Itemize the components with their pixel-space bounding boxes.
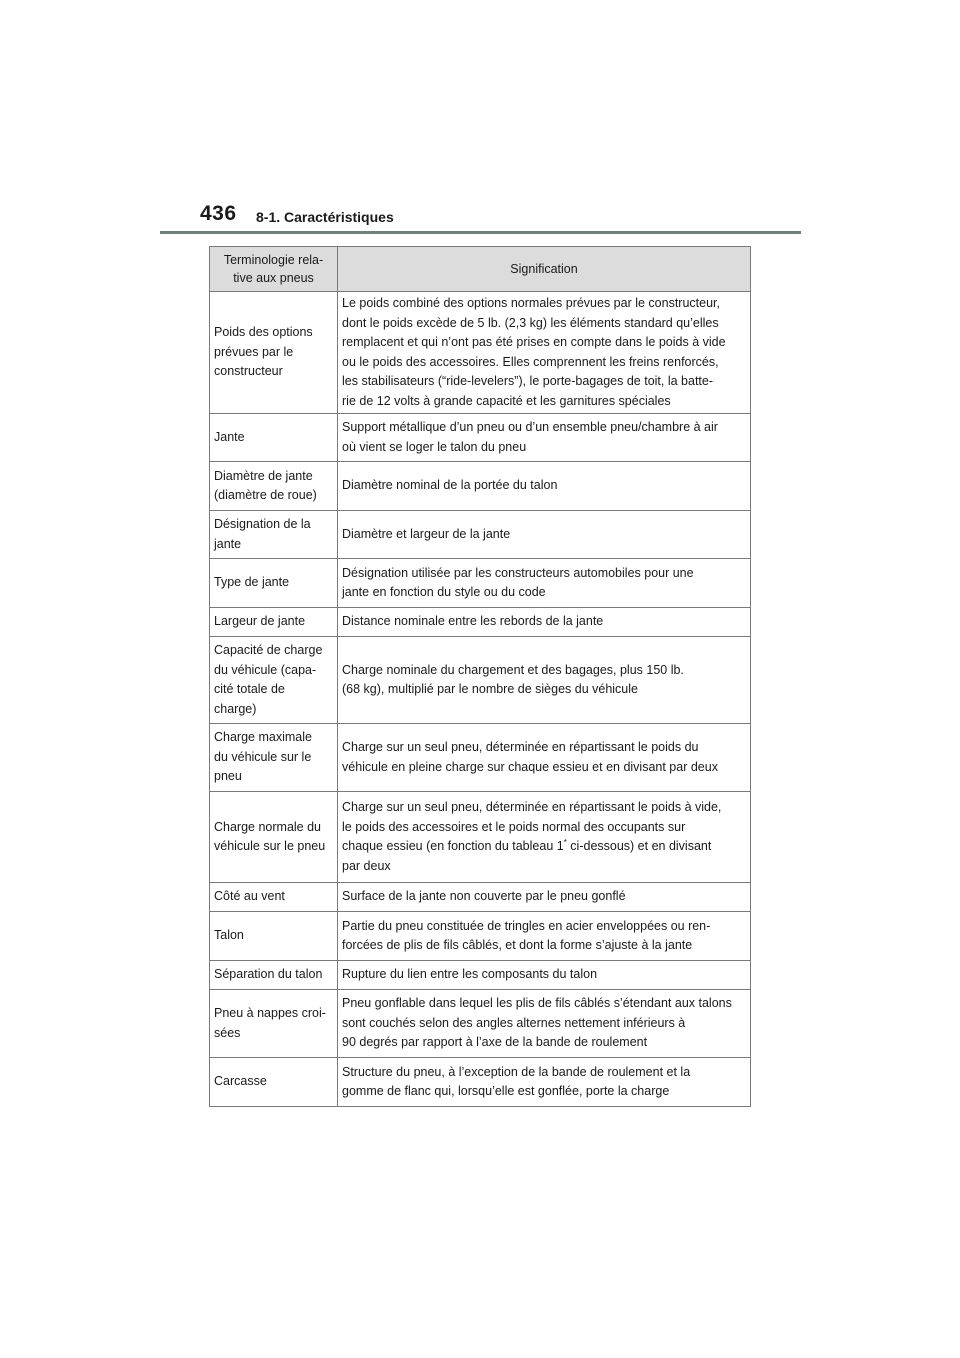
definition-cell: Partie du pneu constituée de tringles en acier enveloppées ou ren- forcées de plis de fils câblés, et dont la forme s’ajuste à la jante	[338, 912, 751, 961]
term-cell: Capacité de charge du véhicule (capa- cité totale de charge)	[210, 637, 338, 724]
table-row	[210, 961, 751, 990]
term-cell: Côté au vent	[210, 883, 338, 912]
definition-cell: Support métallique d’un pneu ou d’un ensemble pneu/chambre à air où vient se loger le talon du pneu	[338, 414, 751, 462]
definition-cell: Le poids combiné des options normales prévues par le constructeur, dont le poids excède de 5 lb. (2,3 kg) les éléments standard qu’elles remplacent et qui n’ont pas été prises en compte dans le poids à vide ou le poids des accessoires. Elles comprennent les freins renforcés, les stabilisateurs (“ride-levelers”), le porte-bagages de toit, la batte- rie de 12 volts à grande capacité et les garnitures spéciales	[338, 292, 751, 414]
term-cell: Charge maximale du véhicule sur le pneu	[210, 724, 338, 792]
table-row	[210, 637, 751, 724]
definition-cell: Rupture du lien entre les composants du talon	[338, 961, 751, 990]
term-cell: Séparation du talon	[210, 961, 338, 990]
definition-cell: Pneu gonflable dans lequel les plis de fils câblés s’étendant aux talons sont couchés selon des angles alternes nettement inférieurs à 90 degrés par rapport à l’axe de la bande de roulement	[338, 990, 751, 1058]
section-title: 8-1. Caractéristiques	[256, 209, 394, 225]
table-row	[210, 990, 751, 1058]
table-row	[210, 724, 751, 792]
table-row	[210, 414, 751, 462]
column-header-term: Terminologie rela- tive aux pneus	[210, 247, 338, 292]
table-row	[210, 511, 751, 559]
definition-cell: Diamètre et largeur de la jante	[338, 511, 751, 559]
term-cell: Désignation de la jante	[210, 511, 338, 559]
definition-cell: Désignation utilisée par les constructeurs automobiles pour une jante en fonction du style ou du code	[338, 559, 751, 608]
term-cell: Talon	[210, 912, 338, 961]
column-header-meaning: Signification	[338, 247, 751, 292]
term-cell: Carcasse	[210, 1058, 338, 1107]
table-row	[210, 462, 751, 511]
term-cell: Pneu à nappes croi- sées	[210, 990, 338, 1058]
table-row	[210, 883, 751, 912]
term-cell: Poids des options prévues par le constructeur	[210, 292, 338, 414]
table-row	[210, 912, 751, 961]
term-cell: Charge normale du véhicule sur le pneu	[210, 792, 338, 883]
definition-cell: Charge nominale du chargement et des bagages, plus 150 lb. (68 kg), multiplié par le nombre de sièges du véhicule	[338, 637, 751, 724]
definition-cell: Charge sur un seul pneu, déterminée en répartissant le poids à vide, le poids des accessoires et le poids normal des occupants sur chaque essieu (en fonction du tableau 1* ci-dessous) et en divisant par deux	[338, 792, 751, 883]
term-cell: Largeur de jante	[210, 608, 338, 637]
term-cell: Diamètre de jante (diamètre de roue)	[210, 462, 338, 511]
footnote-marker: *	[563, 837, 567, 847]
header-divider	[160, 231, 801, 234]
definition-cell: Structure du pneu, à l’exception de la bande de roulement et la gomme de flanc qui, lorsqu’elle est gonflée, porte la charge	[338, 1058, 751, 1107]
page-number: 436	[200, 202, 237, 225]
table-row	[210, 1058, 751, 1107]
table-row	[210, 292, 751, 414]
table-row	[210, 608, 751, 637]
table-header-row	[210, 247, 751, 292]
term-cell: Type de jante	[210, 559, 338, 608]
definition-cell: Surface de la jante non couverte par le pneu gonflé	[338, 883, 751, 912]
definition-cell: Charge sur un seul pneu, déterminée en répartissant le poids du véhicule en pleine charge sur chaque essieu et en divisant par deux	[338, 724, 751, 792]
definition-cell: Distance nominale entre les rebords de la jante	[338, 608, 751, 637]
definition-cell: Diamètre nominal de la portée du talon	[338, 462, 751, 511]
table-row	[210, 792, 751, 883]
term-cell: Jante	[210, 414, 338, 462]
tire-terminology-table	[209, 246, 751, 1107]
table-row	[210, 559, 751, 608]
